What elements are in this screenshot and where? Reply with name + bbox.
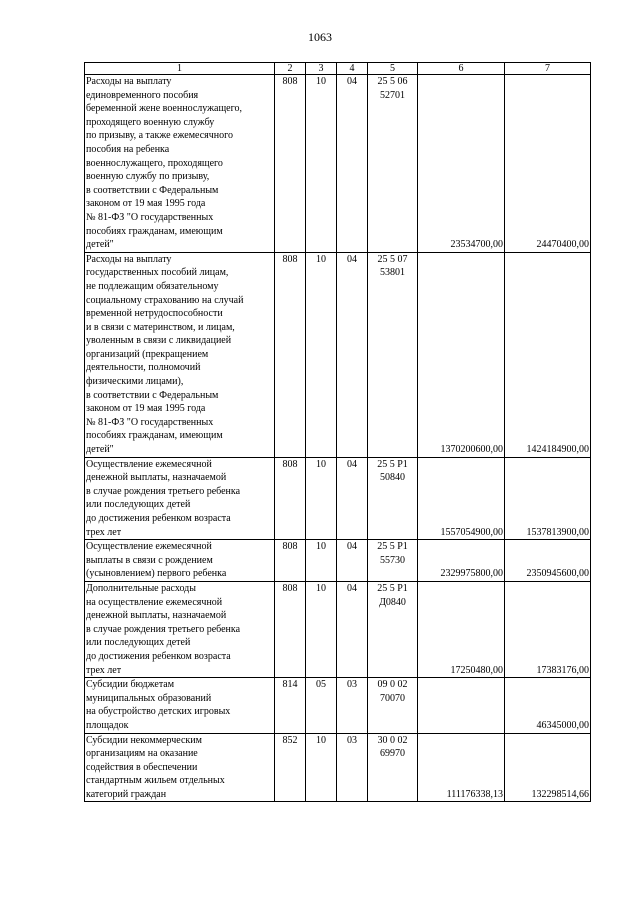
ministry-code: 852 [275,733,306,802]
ministry-code: 808 [275,540,306,582]
amount-year-2: 132298514,66 [505,733,591,802]
section-code: 05 [306,678,337,733]
expense-name: Субсидии некоммерческим организациям на оказание содействия в обеспечении стандартным жильем отдельных категорий граждан [85,733,275,802]
ministry-code: 808 [275,457,306,540]
column-header: 1 [85,63,275,75]
table-row [85,733,591,802]
expense-name: Дополнительные расходы на осуществление ежемесячной денежной выплаты, назначаемой в случае рождения третьего ребенка или последующих детей до достижения ребенком возраста трех лет [85,581,275,677]
target-article-code: 25 5 07 53801 [368,252,418,457]
header-row [85,63,591,75]
target-article-code: 25 5 P1 Д0840 [368,581,418,677]
column-header: 3 [306,63,337,75]
amount-year-2: 24470400,00 [505,75,591,253]
amount-year-2: 2350945600,00 [505,540,591,582]
target-article-code: 25 5 P1 55730 [368,540,418,582]
table-row [85,252,591,457]
column-header: 4 [337,63,368,75]
ministry-code: 814 [275,678,306,733]
target-article-code: 30 0 02 69970 [368,733,418,802]
table-row [85,457,591,540]
table-row [85,678,591,733]
expense-name: Расходы на выплату единовременного пособия беременной жене военнослужащего, проходящего военную службу по призыву, а также ежемесячного пособия на ребенка военнослужащего, проходящего военную службу по призыву, в соответствии с Федеральным законом от 19 мая 1995 года № 81-ФЗ "О государственных пособиях гражданам, имеющим детей" [85,75,275,253]
amount-year-1: 111176338,13 [418,733,505,802]
budget-table [84,62,591,802]
expense-name: Осуществление ежемесячной выплаты в связи с рождением (усыновлением) первого ребенка [85,540,275,582]
amount-year-1: 23534700,00 [418,75,505,253]
table-row [85,540,591,582]
column-header: 5 [368,63,418,75]
subsection-code: 03 [337,733,368,802]
subsection-code: 04 [337,252,368,457]
section-code: 10 [306,540,337,582]
expense-name: Субсидии бюджетам муниципальных образований на обустройство детских игровых площадок [85,678,275,733]
section-code: 10 [306,75,337,253]
amount-year-1: 1370200600,00 [418,252,505,457]
target-article-code: 09 0 02 70070 [368,678,418,733]
table-row [85,581,591,677]
target-article-code: 25 5 P1 50840 [368,457,418,540]
ministry-code: 808 [275,75,306,253]
column-header: 2 [275,63,306,75]
expense-name: Осуществление ежемесячной денежной выплаты, назначаемой в случае рождения третьего ребенка или последующих детей до достижения ребенком возраста трех лет [85,457,275,540]
column-header: 6 [418,63,505,75]
subsection-code: 03 [337,678,368,733]
target-article-code: 25 5 06 52701 [368,75,418,253]
amount-year-1: 17250480,00 [418,581,505,677]
section-code: 10 [306,252,337,457]
ministry-code: 808 [275,252,306,457]
amount-year-1 [418,678,505,733]
amount-year-1: 1557054900,00 [418,457,505,540]
amount-year-2: 1537813900,00 [505,457,591,540]
subsection-code: 04 [337,457,368,540]
section-code: 10 [306,733,337,802]
subsection-code: 04 [337,581,368,677]
expense-name: Расходы на выплату государственных пособий лицам, не подлежащим обязательному социальному страхованию на случай временной нетрудоспособности и в связи с материнством, и лицам, уволенным в связи с ликвидацией организаций (прекращением деятельности, полномочий физическими лицами), в соответствии с Федеральным законом от 19 мая 1995 года № 81-ФЗ "О государственных пособиях гражданам, имеющим детей" [85,252,275,457]
amount-year-2: 1424184900,00 [505,252,591,457]
section-code: 10 [306,457,337,540]
subsection-code: 04 [337,75,368,253]
section-code: 10 [306,581,337,677]
subsection-code: 04 [337,540,368,582]
ministry-code: 808 [275,581,306,677]
amount-year-2: 46345000,00 [505,678,591,733]
amount-year-1: 2329975800,00 [418,540,505,582]
amount-year-2: 17383176,00 [505,581,591,677]
column-header: 7 [505,63,591,75]
table-row [85,75,591,253]
page-number: 1063 [308,30,332,44]
